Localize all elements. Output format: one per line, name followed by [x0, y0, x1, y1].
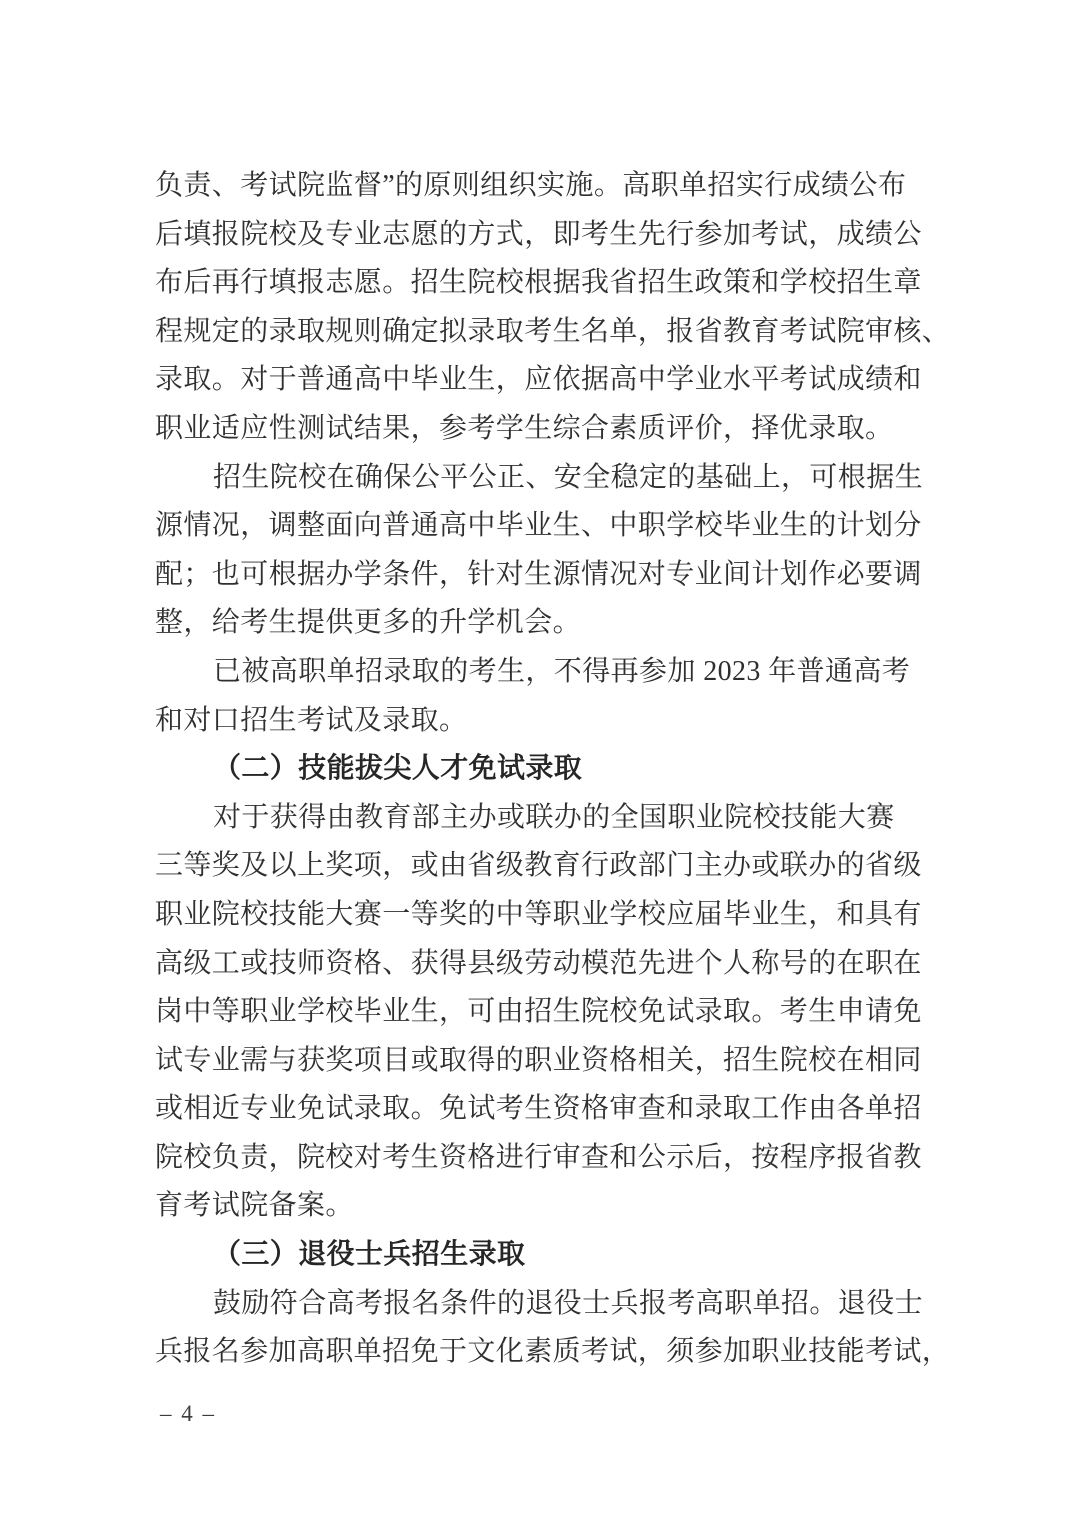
text-line: 和对口招生考试及录取。 — [155, 704, 468, 736]
section-heading-2: （二）技能拔尖人才免试录取 — [213, 753, 583, 785]
text-line: 布后再行填报志愿。招生院校根据我省招生政策和学校招生章 — [155, 267, 922, 299]
text-line: 录取。对于普通高中毕业生，应依据高中学业水平考试成绩和 — [155, 364, 922, 396]
text-line: 高级工或技师资格、获得县级劳动模范先进个人称号的在职在 — [155, 947, 922, 979]
text-line: 职业适应性测试结果，参考学生综合素质评价，择优录取。 — [155, 412, 894, 444]
text-line: 兵报名参加高职单招免于文化素质考试，须参加职业技能考试， — [155, 1336, 951, 1368]
text-line: 三等奖及以上奖项，或由省级教育行政部门主办或联办的省级 — [155, 850, 922, 882]
section-heading-3: （三）退役士兵招生录取 — [213, 1239, 526, 1271]
text-line: 鼓励符合高考报名条件的退役士兵报考高职单招。退役士 — [213, 1287, 924, 1319]
text-line: 招生院校在确保公平公正、安全稳定的基础上，可根据生 — [213, 461, 924, 493]
text-line: 程规定的录取规则确定拟录取考生名单，报省教育考试院审核、 — [155, 315, 951, 347]
text-line: 岗中等职业学校毕业生，可由招生院校免试录取。考生申请免 — [155, 996, 922, 1028]
text-line: 源情况，调整面向普通高中毕业生、中职学校毕业生的计划分 — [155, 510, 922, 542]
text-line: 已被高职单招录取的考生，不得再参加 2023 年普通高考 — [213, 655, 911, 687]
text-line: 育考试院备案。 — [155, 1190, 354, 1222]
page-number: – 4 – — [160, 1401, 216, 1426]
text-line: 或相近专业免试录取。免试考生资格审查和录取工作由各单招 — [155, 1093, 922, 1125]
text-line: 职业院校技能大赛一等奖的中等职业学校应届毕业生，和具有 — [155, 898, 922, 930]
text-line: 试专业需与获奖项目或取得的职业资格相关，招生院校在相同 — [155, 1044, 922, 1076]
document-text-block — [155, 162, 951, 1377]
text-line: 配；也可根据办学条件，针对生源情况对专业间计划作必要调 — [155, 558, 922, 590]
text-line: 整，给考生提供更多的升学机会。 — [155, 607, 582, 639]
text-line: 对于获得由教育部主办或联办的全国职业院校技能大赛 — [213, 801, 895, 833]
text-line: 院校负责，院校对考生资格进行审查和公示后，按程序报省教 — [155, 1141, 922, 1173]
text-line: 负责、考试院监督”的原则组织实施。高职单招实行成绩公布 — [155, 170, 907, 201]
text-line: 后填报院校及专业志愿的方式，即考生先行参加考试，成绩公 — [155, 218, 922, 250]
